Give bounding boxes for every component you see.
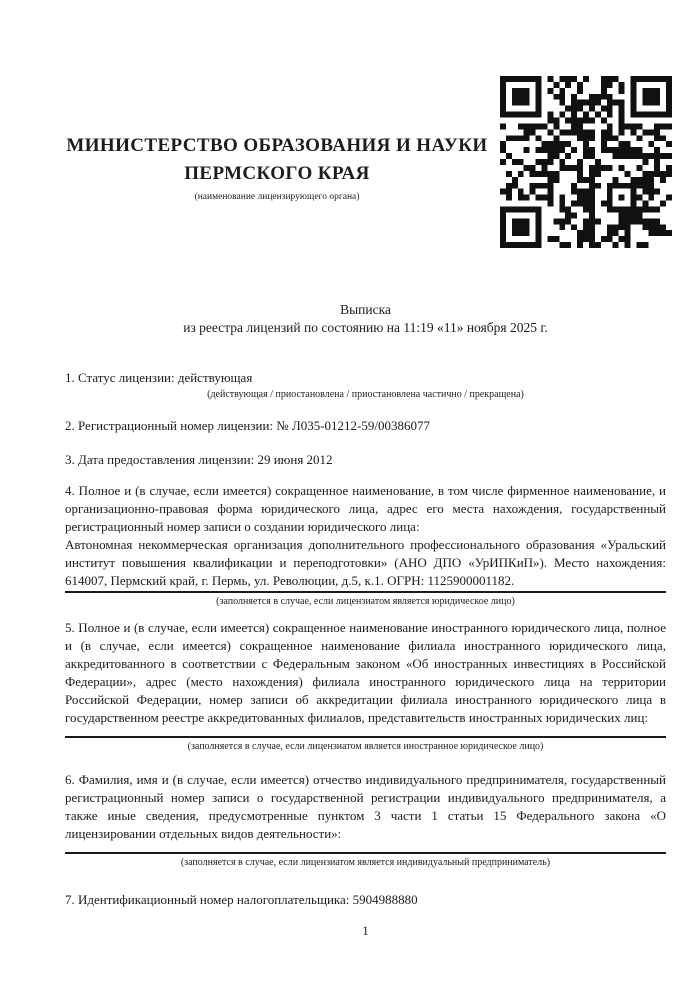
item-6-label: 6. Фамилия, имя и (в случае, если имеется) отчество индивидуального предпринимателя, государственный регистрационный номер записи о государственной регистрации индивидуального предпринимателя, а также иные сведения, предусмотренные пунктом 3 части 1 статьи 15 Федерального закона «О лицензировании отдельных видов деятельности»: <box>65 772 666 841</box>
item-5-label: 5. Полное и (в случае, если имеется) сокращенное наименование иностранного юридического лица, полное и (в случае, если имеется) сокращенное наименование филиала иностранного юридического лица, аккредитованного в соответствии с Федеральным законом «Об иностранных инвестициях в Российской Федерации», адрес (место нахождения) филиала иностранного юридического лица на территории Российской Федерации, номер записи об аккредитации филиала иностранного юридического лица в государственном реестре аккредитованных филиалов, представительств иностранных юридических лиц: <box>65 620 666 725</box>
item-1-license-status <box>65 369 666 401</box>
document-title <box>65 301 666 337</box>
document-title-line2: из реестра лицензий по состоянию на 11:19 «11» ноября 2025 г. <box>183 320 548 335</box>
ministry-name-line2: ПЕРМСКОГО КРАЯ <box>184 163 370 184</box>
item-6-caption: (заполняется в случае, если лицензиатом является индивидуальный предприниматель) <box>180 857 551 868</box>
licensing-authority-block <box>62 132 492 203</box>
item-5-caption: (заполняется в случае, если лицензиатом является иностранное юридическое лицо) <box>187 741 544 752</box>
item-4-legal-entity <box>65 482 666 608</box>
item-6-fill-line <box>65 852 666 854</box>
item-4-label: 4. Полное и (в случае, если имеется) сокращенное наименование, в том числе фирменное наименование, и организационно-правовая форма юридического лица, адрес его места нахождения, государственный регистрационный номер записи о создании юридического лица: <box>65 483 666 534</box>
item-6-individual-entrepreneur <box>65 771 666 869</box>
item-2-registration-number: 2. Регистрационный номер лицензии: № Л035-01212-59/00386077 <box>65 418 431 433</box>
document-body <box>65 369 666 909</box>
item-4-value: Автономная некоммерческая организация дополнительного профессионального образования «Уральский институт повышения квалификации и переподготовки» (АНО ДПО «УрИПКиП»). Место нахождения: 614007, Пермский край, г. Пермь, ул. Революции, д.5, к.1. ОГРН: 1125900001182. <box>65 537 666 588</box>
item-5-fill-line <box>65 736 666 738</box>
item-5-foreign-entity <box>65 619 666 753</box>
ministry-name-line1: МИНИСТЕРСТВО ОБРАЗОВАНИЯ И НАУКИ <box>66 135 488 156</box>
document-title-line1: Выписка <box>340 302 391 317</box>
item-4-caption: (заполняется в случае, если лицензиатом является юридическое лицо) <box>216 596 515 607</box>
item-1-text: 1. Статус лицензии: действующая <box>65 370 253 385</box>
item-3-grant-date: 3. Дата предоставления лицензии: 29 июня 2012 <box>65 452 333 467</box>
item-7-taxpayer-number: 7. Идентификационный номер налогоплательщика: 5904988880 <box>65 892 418 907</box>
ministry-name-caption: (наименование лицензирующего органа) <box>194 192 360 202</box>
item-4-fill-line <box>65 591 666 593</box>
qr-code-icon <box>500 76 672 248</box>
item-1-caption: (действующая / приостановлена / приостановлена частично / прекращена) <box>207 389 524 400</box>
page-number: 1 <box>362 923 369 938</box>
